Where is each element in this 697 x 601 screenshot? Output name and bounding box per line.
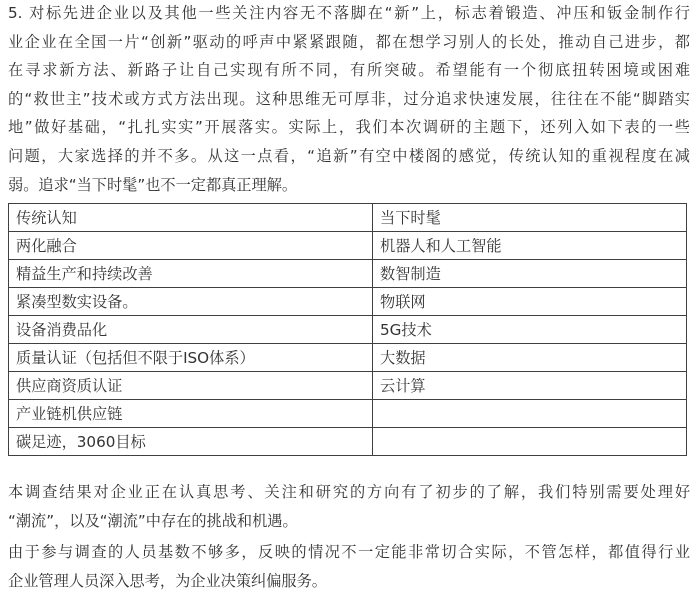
header-cell-traditional: 传统认知 xyxy=(9,204,373,232)
paragraph-line: 弱。追求“当下时髦”也不一定都真正理解。 xyxy=(8,175,298,194)
table-row xyxy=(9,428,687,456)
table-row xyxy=(9,344,687,372)
paragraph-line: 问题，大家选择的并不多。从这一点看，“追新”有空中楼阁的感觉，传统认知的重视程度在减 xyxy=(8,146,690,165)
table-row xyxy=(9,316,687,344)
table-cell: 云计算 xyxy=(373,372,687,400)
paragraph-line: 在寻求新方法、新路子让自己实现有所不同，有所突破。希望能有一个彻底扭转困境或困难 xyxy=(8,61,690,80)
table-cell: 精益生产和持续改善 xyxy=(9,260,373,288)
paragraph-line: 本调查结果对企业正在认真思考、关注和研究的方向有了初步的了解，我们特别需要处理好 xyxy=(8,483,690,501)
table-row xyxy=(9,232,687,260)
table-cell: 供应商资质认证 xyxy=(9,372,373,400)
paragraph-line: “潮流”，以及“潮流”中存在的挑战和机遇。 xyxy=(8,511,298,530)
paragraph-line: 由于参与调查的人员基数不够多，反映的情况不一定能非常切合实际，不管怎样，都值得行业 xyxy=(8,543,690,561)
table-row xyxy=(9,400,687,428)
paragraph-line: 业企业在全国一片“创新”驱动的呼声中紧紧跟随，都在想学习别人的长处，推动自己进步，都 xyxy=(8,32,690,51)
table-cell: 质量认证（包括但不限于ISO体系） xyxy=(9,344,373,372)
table-cell: 数智制造 xyxy=(373,260,687,288)
table-cell: 碳足迹，3060目标 xyxy=(9,428,373,456)
paragraph-line: 地”做好基础，“扎扎实实”开展落实。实际上，我们本次调研的主题下，还列入如下表的一些 xyxy=(8,118,690,137)
comparison-table xyxy=(8,203,687,456)
intro-paragraph xyxy=(8,0,690,199)
table-row xyxy=(9,260,687,288)
table-cell: 设备消费品化 xyxy=(9,316,373,344)
table-cell xyxy=(373,400,687,428)
closing-paragraph xyxy=(8,538,690,595)
table-cell: 产业链机供应链 xyxy=(9,400,373,428)
header-cell-trending: 当下时髦 xyxy=(373,204,687,232)
table-cell: 5G技术 xyxy=(373,316,687,344)
paragraph-line: 的“救世主”技术或方式方法出现。这种思维无可厚非，过分追求快速发展，往往在不能“脚踏实 xyxy=(8,89,690,108)
table-cell: 大数据 xyxy=(373,344,687,372)
table-cell: 两化融合 xyxy=(9,232,373,260)
table-header-row xyxy=(9,204,687,232)
table-row xyxy=(9,288,687,316)
table-cell xyxy=(373,428,687,456)
table-cell: 物联网 xyxy=(373,288,687,316)
table-row xyxy=(9,372,687,400)
table-cell: 紧凑型数实设备。 xyxy=(9,288,373,316)
results-paragraph xyxy=(8,478,690,535)
paragraph-line: 5. 对标先进企业以及其他一些关注内容无不落脚在“新”上，标志着锻造、冲压和钣金制作行 xyxy=(8,4,690,22)
table-cell: 机器人和人工智能 xyxy=(373,232,687,260)
paragraph-line: 企业管理人员深入思考，为企业决策纠偏服务。 xyxy=(8,571,327,590)
